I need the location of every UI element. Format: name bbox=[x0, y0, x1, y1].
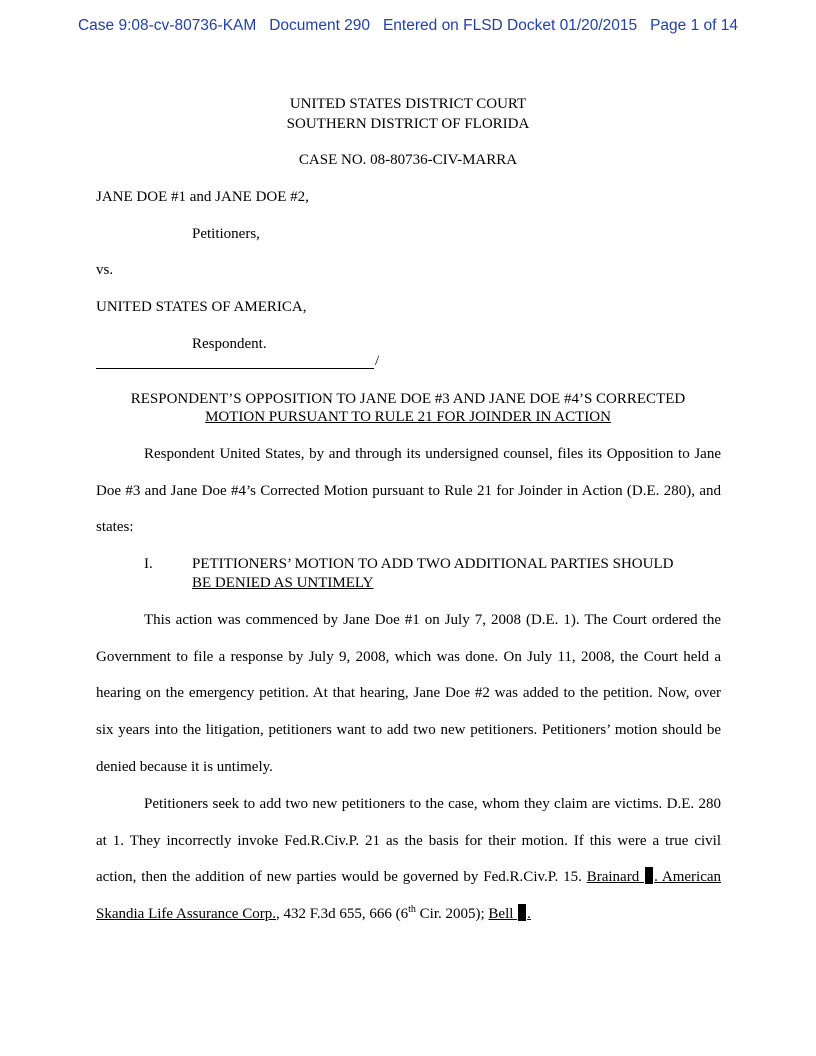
header-page: Page 1 of 14 bbox=[650, 17, 739, 34]
section-heading-line2: BE DENIED AS UNTIMELY bbox=[192, 575, 374, 591]
paragraph-2 bbox=[96, 786, 721, 933]
citation-superscript: th bbox=[408, 904, 416, 916]
citation-bell-name: Bell bbox=[488, 906, 514, 923]
paragraph-1-text: This action was commenced by Jane Doe #1 on July 7, 2008 (D.E. 1). The Court ordered the Government to file a response by July 9, 2008, which was done. On July 11, 2008, the Court held a hearing on the emergency petition. At that hearing, Jane Doe #2 was added to the petition. Now, over six years into the litigation, petitioners want to add two new petitioners. Petitioners’ motion should be denied because it is untimely. bbox=[96, 612, 721, 775]
citation-bell-tail: . bbox=[527, 906, 531, 923]
caption-slash: / bbox=[375, 353, 380, 369]
citation-tail: Cir. 2005); bbox=[415, 906, 489, 923]
respondent-label: Respondent. bbox=[192, 336, 267, 352]
case-number: CASE NO. 08-80736-CIV-MARRA bbox=[298, 152, 518, 168]
section-number: I. bbox=[144, 556, 153, 572]
citation-bell bbox=[488, 906, 531, 922]
caption-rule bbox=[96, 358, 374, 369]
redaction-block bbox=[518, 904, 526, 921]
court-name-line2: SOUTHERN DISTRICT OF FLORIDA bbox=[286, 116, 530, 132]
section-heading-line1: PETITIONERS’ MOTION TO ADD TWO ADDITIONAL PARTIES SHOULD bbox=[192, 556, 674, 572]
versus: vs. bbox=[96, 262, 114, 278]
intro-paragraph bbox=[96, 436, 721, 546]
petitioners-label: Petitioners, bbox=[192, 226, 260, 242]
respondent-name: UNITED STATES OF AMERICA, bbox=[96, 299, 307, 315]
header-document: Document 290 bbox=[269, 17, 371, 34]
citation-brainard-title: . American Skandia Life Assurance Corp. bbox=[96, 869, 722, 923]
title-line2-wrap bbox=[0, 409, 816, 426]
intro-text: Respondent United States, by and through its undersigned counsel, files its Opposition to Jane Doe #3 and Jane Doe #4’s Corrected Motion pursuant to Rule 21 for Joinder in Action (D.E. 280), and states: bbox=[96, 446, 721, 536]
paragraph-2-body bbox=[96, 786, 721, 933]
title-line1: RESPONDENT’S OPPOSITION TO JANE DOE #3 AND JANE DOE #4’S CORRECTED bbox=[130, 391, 686, 407]
citation-reporter: , 432 F.3d 655, 666 (6 bbox=[275, 906, 409, 923]
court-name-line1: UNITED STATES DISTRICT COURT bbox=[289, 96, 527, 112]
header-entered: Entered on FLSD Docket 01/20/2015 bbox=[382, 17, 638, 34]
citation-brainard-name: Brainard bbox=[586, 869, 640, 886]
petitioners-names: JANE DOE #1 and JANE DOE #2, bbox=[96, 189, 309, 205]
docket-header bbox=[0, 17, 816, 35]
redaction-block bbox=[645, 867, 653, 884]
paragraph-2-text: Petitioners seek to add two new petitioners to the case, whom they claim are victims. D.E. 280 at 1. They incorrectly invoke Fed.R.Civ.P. 21 as the basis for their motion. If this were a true civil action, then the addition of new parties would be governed by Fed.R.Civ.P. 15. bbox=[96, 796, 721, 886]
header-case: Case 9:08-cv-80736-KAM bbox=[77, 17, 257, 34]
paragraph-1 bbox=[96, 602, 721, 786]
title-line2: MOTION PURSUANT TO RULE 21 FOR JOINDER IN ACTION bbox=[205, 409, 611, 425]
